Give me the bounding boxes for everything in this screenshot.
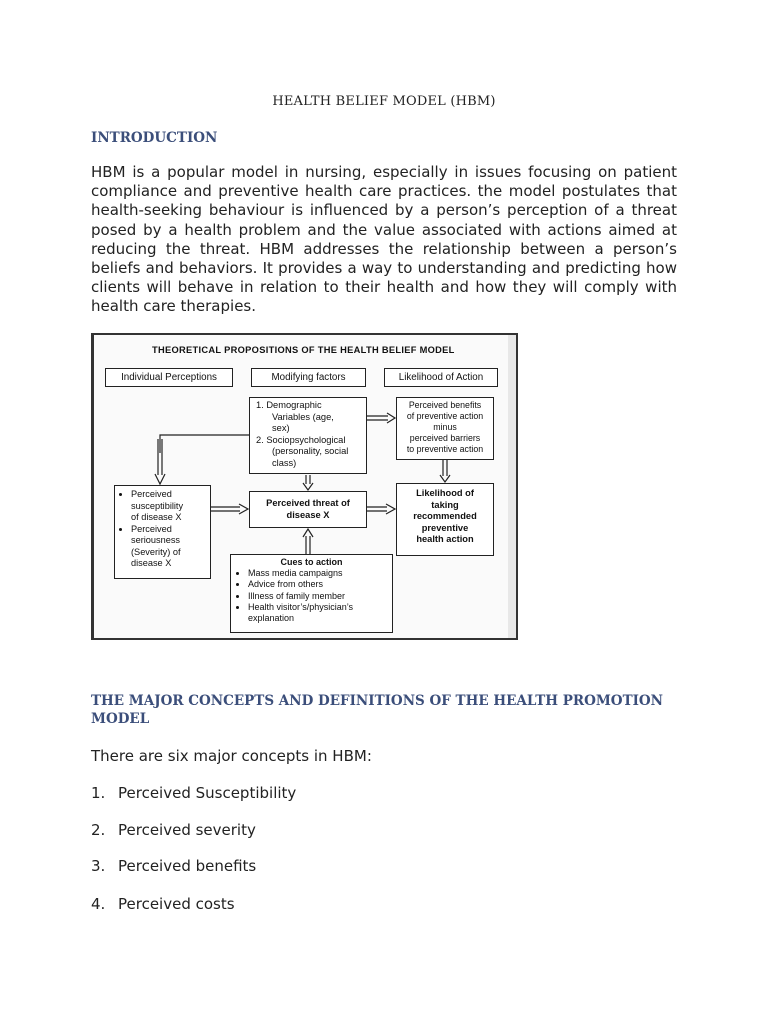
cues-title: Cues to action <box>280 557 343 567</box>
list-item <box>91 784 296 802</box>
paragraph-line: health care therapies. <box>91 297 256 316</box>
benefits-line: Perceived benefits <box>408 400 482 410</box>
perception-line: disease X <box>131 558 172 568</box>
perception-line: • Perceived <box>131 489 210 501</box>
modifying-line: (personality, social <box>272 446 349 456</box>
diagram-arrows <box>94 335 518 640</box>
modifying-line: Variables (age, <box>272 411 334 422</box>
action-line: Likelihood of <box>416 488 474 498</box>
list-label: Perceived benefits <box>118 857 257 875</box>
arrow-modifying-to-benefits <box>367 413 395 423</box>
paragraph-line: reducing the threat. HBM addresses the relationship between a person’s <box>91 239 677 258</box>
arrow-perceptions-to-threat <box>211 504 248 514</box>
list-number: 3. <box>91 857 106 875</box>
page-title: HEALTH BELIEF MODEL (HBM) <box>272 94 496 109</box>
modifying-factors-header: Modifying factors <box>251 368 366 387</box>
list-number: 4. <box>91 895 106 913</box>
arrow-benefits-to-action <box>440 460 450 482</box>
modifying-line: sex) <box>272 423 290 433</box>
concepts-heading-line1: THE MAJOR CONCEPTS AND DEFINITIONS OF THE HEALTH PROMOTION <box>91 693 664 709</box>
diagram-title: THEORETICAL PROPOSITIONS OF THE HEALTH BELIEF MODEL <box>152 345 455 355</box>
modifying-line: 1. Demographic <box>256 400 322 410</box>
cue-item: • Mass media campaigns <box>248 568 392 579</box>
arrow-cues-to-threat <box>303 529 313 554</box>
introduction-paragraph <box>91 163 677 317</box>
concepts-heading-line2: MODEL <box>91 711 150 727</box>
list-item <box>91 857 256 875</box>
list-label: Perceived severity <box>118 821 256 839</box>
benefits-line: to preventive action <box>406 444 484 454</box>
paragraph-line: compliance and preventive health care practices. the model postulates that <box>91 182 677 201</box>
introduction-heading: INTRODUCTION <box>91 130 218 146</box>
list-number: 1. <box>91 784 106 802</box>
threat-line: disease X <box>286 509 330 520</box>
arrow-threat-to-action <box>367 504 395 514</box>
paragraph-line: posed by a health problem and the value associated with actions aimed at <box>91 220 677 239</box>
likelihood-of-action-header: Likelihood of Action <box>384 368 498 387</box>
cue-item: • Illness of family member <box>248 591 392 602</box>
modifying-line: class) <box>272 457 297 468</box>
action-line: health action <box>416 534 474 544</box>
perception-line: of disease X <box>131 512 182 522</box>
list-label: Perceived costs <box>118 895 235 913</box>
cue-item-continuation: explanation <box>248 613 295 624</box>
threat-line: Perceived threat of <box>266 498 350 508</box>
cue-item: • Advice from others <box>248 579 392 590</box>
arrow-modifying-to-perceptions-line <box>160 435 249 453</box>
list-item <box>91 895 235 913</box>
perception-line: (Severity) of <box>131 546 181 557</box>
hbm-diagram <box>91 333 518 640</box>
action-line: recommended <box>413 511 477 521</box>
paragraph-line: health-seeking behaviour is influenced by a person’s perception of a threat <box>91 201 677 220</box>
perception-line: seriousness <box>131 535 181 545</box>
benefits-line: of preventive action <box>406 411 484 421</box>
concepts-intro: There are six major concepts in HBM: <box>91 747 372 765</box>
paragraph-line: beliefs and behaviors. It provides a way to understanding and predicting how <box>91 258 677 277</box>
list-label: Perceived Susceptibility <box>118 784 297 802</box>
paragraph-line: HBM is a popular model in nursing, especially in issues focusing on patient <box>91 163 677 181</box>
individual-perceptions-header: Individual Perceptions <box>105 368 233 387</box>
cue-item: • Health visitor’s/physician’s <box>248 602 392 613</box>
action-line: preventive <box>421 522 469 533</box>
list-number: 2. <box>91 821 106 839</box>
modifying-line: 2. Sociopsychological <box>256 434 346 445</box>
paragraph-line: clients will behave in relation to their health and how they will comply with <box>91 278 677 297</box>
perception-line: • Perceived <box>131 524 210 536</box>
arrow-modifying-to-threat <box>303 475 313 490</box>
action-line: taking <box>431 499 459 510</box>
benefits-line: perceived barriers <box>409 433 481 443</box>
list-item <box>91 821 256 839</box>
perception-line: susceptibility <box>131 500 184 511</box>
benefits-line: minus <box>433 422 457 432</box>
